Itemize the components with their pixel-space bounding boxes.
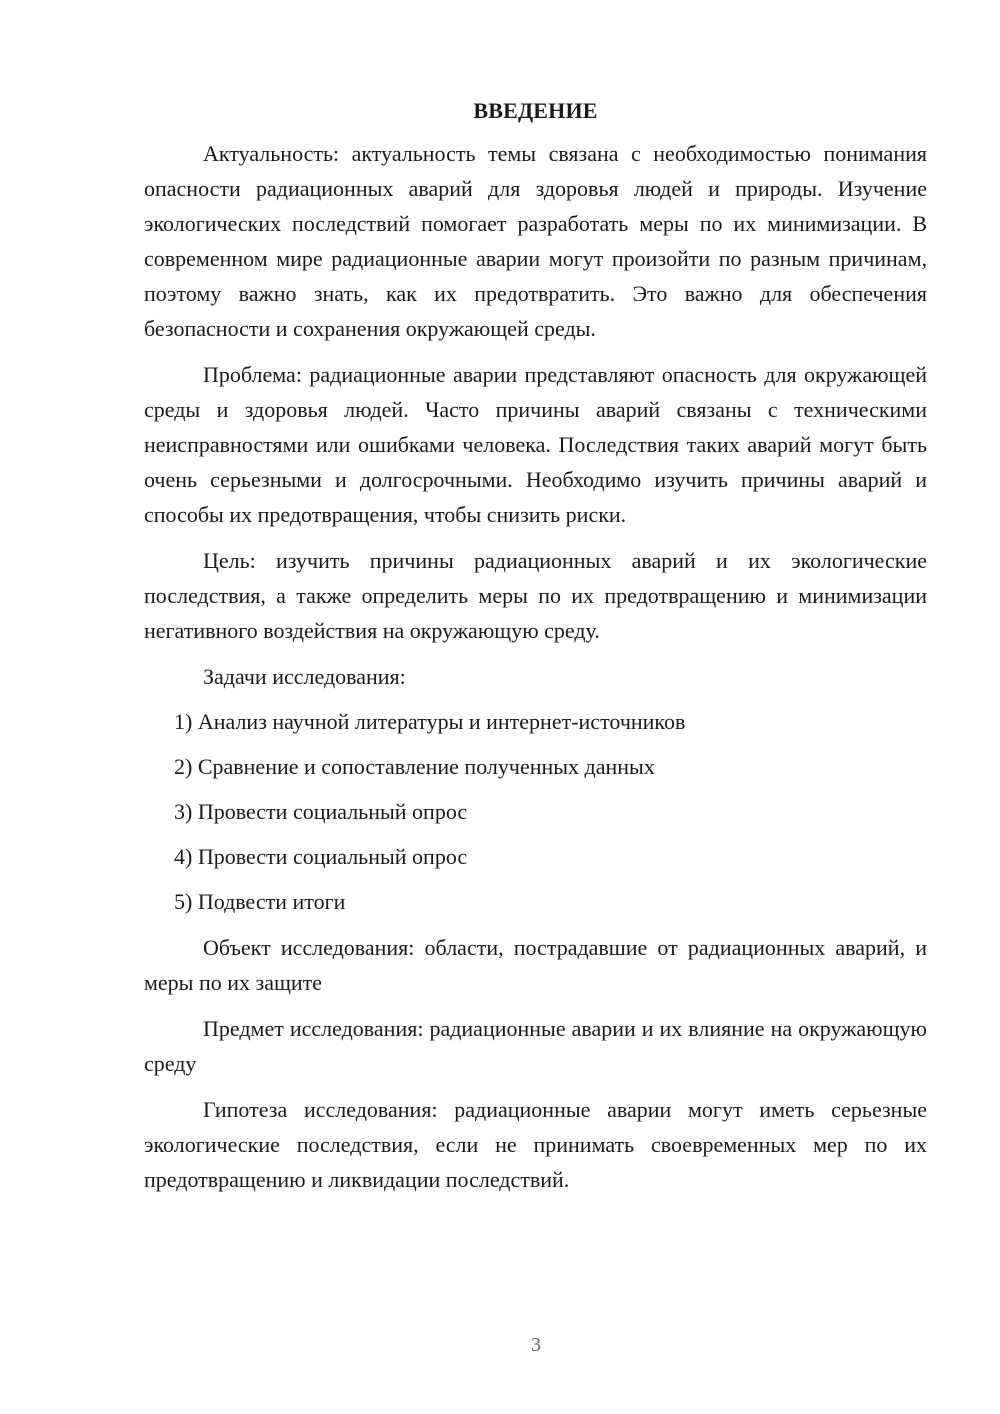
goal-paragraph: Цель: изучить причины радиационных аварий и их экологические последствия, а также определить меры по их предотвращению и минимизации негативного воздействия на окружающую среду. bbox=[144, 548, 927, 643]
subject-paragraph: Предмет исследования: радиационные аварии и их влияние на окружающую среду bbox=[144, 1016, 927, 1076]
page-content bbox=[144, 96, 927, 1197]
relevance-paragraph: Актуальность: актуальность темы связана с необходимостью понимания опасности радиационных аварий для здоровья людей и природы. Изучение экологических последствий помогает разработать меры по их минимизации. В современном мире радиационные аварии могут произойти по разным причинам, поэтому важно знать, как их предотвратить. Это важно для обеспечения безопасности и сохранения окружающей среды. bbox=[144, 141, 927, 341]
task-item: 5) Подвести итоги bbox=[174, 889, 346, 914]
tasks-list bbox=[174, 704, 927, 919]
object-paragraph: Объект исследования: области, пострадавшие от радиационных аварий, и меры по их защите bbox=[144, 935, 927, 995]
task-item: 4) Провести социальный опрос bbox=[174, 844, 468, 869]
page-number: 3 bbox=[531, 1334, 541, 1356]
tasks-heading: Задачи исследования: bbox=[203, 664, 406, 689]
task-item: 2) Сравнение и сопоставление полученных данных bbox=[174, 754, 655, 779]
hypothesis-paragraph: Гипотеза исследования: радиационные аварии могут иметь серьезные экологические последствия, если не принимать своевременных мер по их предотвращению и ликвидации последствий. bbox=[144, 1097, 927, 1192]
task-item: 3) Провести социальный опрос bbox=[174, 799, 468, 824]
task-item: 1) Анализ научной литературы и интернет-источников bbox=[174, 709, 686, 734]
problem-paragraph: Проблема: радиационные аварии представляют опасность для окружающей среды и здоровья людей. Часто причины аварий связаны с техническими неисправностями или ошибками человека. Последствия таких аварий могут быть очень серьезными и долгосрочными. Необходимо изучить причины аварий и способы их предотвращения, чтобы снизить риски. bbox=[144, 362, 927, 527]
page-title: ВВЕДЕНИЕ bbox=[473, 98, 598, 123]
